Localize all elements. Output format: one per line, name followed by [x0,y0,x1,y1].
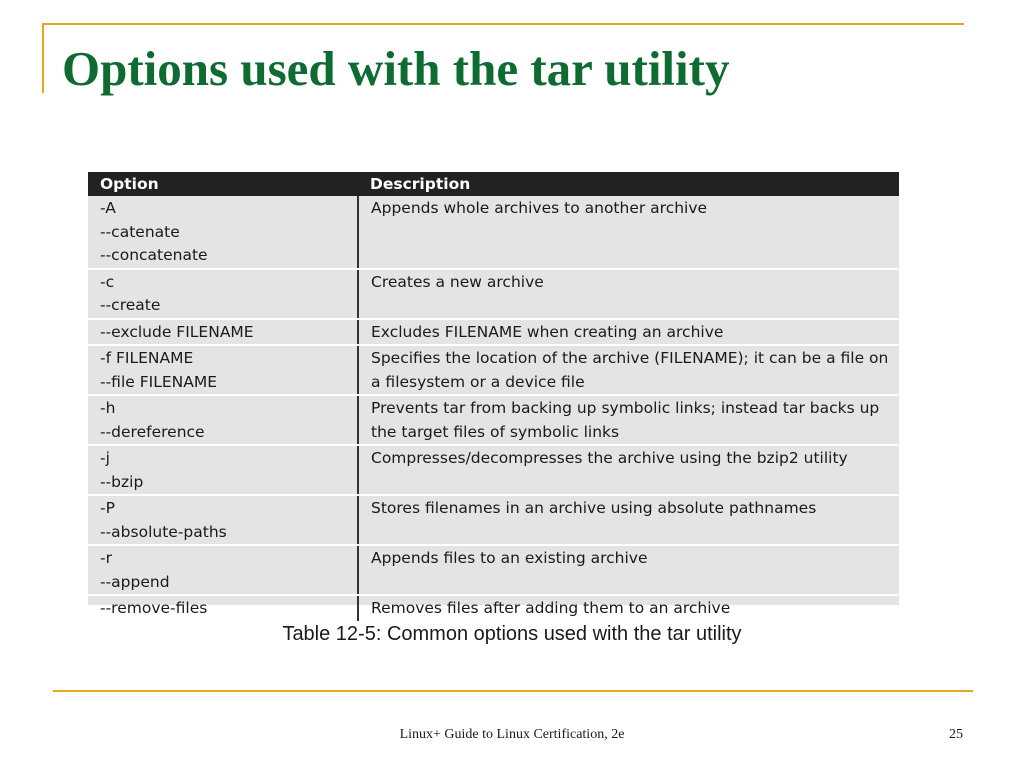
option-name: -c [100,272,115,291]
page-number: 25 [949,727,963,742]
table-row [88,269,899,319]
table-row [88,395,899,445]
description-cell: Prevents tar from backing up symbolic links; instead tar backs up the target files of symbolic links [358,395,899,445]
table-caption: Table 12-5: Common options used with the tar utility [282,623,742,645]
option-name: --create [100,296,161,314]
table-row [88,445,899,495]
option-cell [88,345,358,395]
option-cell [88,196,358,269]
option-cell [88,319,358,346]
footer-accent-rule [53,690,973,692]
option-cell [88,269,358,319]
option-cell [88,395,358,445]
table-body [88,196,899,622]
footer-text: Linux+ Guide to Linux Certification, 2e [399,727,625,742]
description-cell: Appends files to an existing archive [358,545,899,595]
option-name: --append [100,572,170,591]
option-name: --concatenate [100,246,208,264]
option-name: -h [100,399,116,417]
option-name: --remove-files [100,599,208,617]
table-row [88,196,899,269]
slide-title: Options used with the tar utility [62,41,730,96]
table-row [88,495,899,545]
table-row [88,595,899,622]
option-cell [88,595,358,622]
description-cell: Compresses/decompresses the archive using the bzip2 utility [358,445,899,495]
description-cell: Creates a new archive [358,269,899,319]
left-accent-rule [42,23,44,93]
option-name: --file FILENAME [100,372,217,391]
option-name: -r [100,549,112,567]
description-cell: Removes files after adding them to an archive [358,595,899,622]
description-cell: Appends whole archives to another archive [358,196,899,269]
option-name: --catenate [100,222,180,241]
description-cell: Stores filenames in an archive using absolute pathnames [358,495,899,545]
option-column-header: Option [88,172,358,196]
top-accent-rule [42,23,964,25]
option-name: -A [100,199,116,217]
option-name: --exclude FILENAME [100,322,254,341]
option-name: -f FILENAME [100,349,194,367]
table-row [88,319,899,346]
option-name: --absolute-paths [100,522,227,541]
option-name: --bzip [100,472,144,491]
table-header-row [88,172,899,196]
option-cell [88,495,358,545]
tar-options-table [88,172,899,617]
option-cell [88,545,358,595]
description-cell: Excludes FILENAME when creating an archive [358,319,899,346]
option-cell [88,445,358,495]
description-cell: Specifies the location of the archive (FILENAME); it can be a file on a filesystem or a device file [358,345,899,395]
table-row [88,345,899,395]
option-name: -j [100,449,110,467]
option-name: -P [100,499,115,517]
description-column-header: Description [358,172,899,196]
table-row [88,545,899,595]
option-name: --dereference [100,422,205,441]
